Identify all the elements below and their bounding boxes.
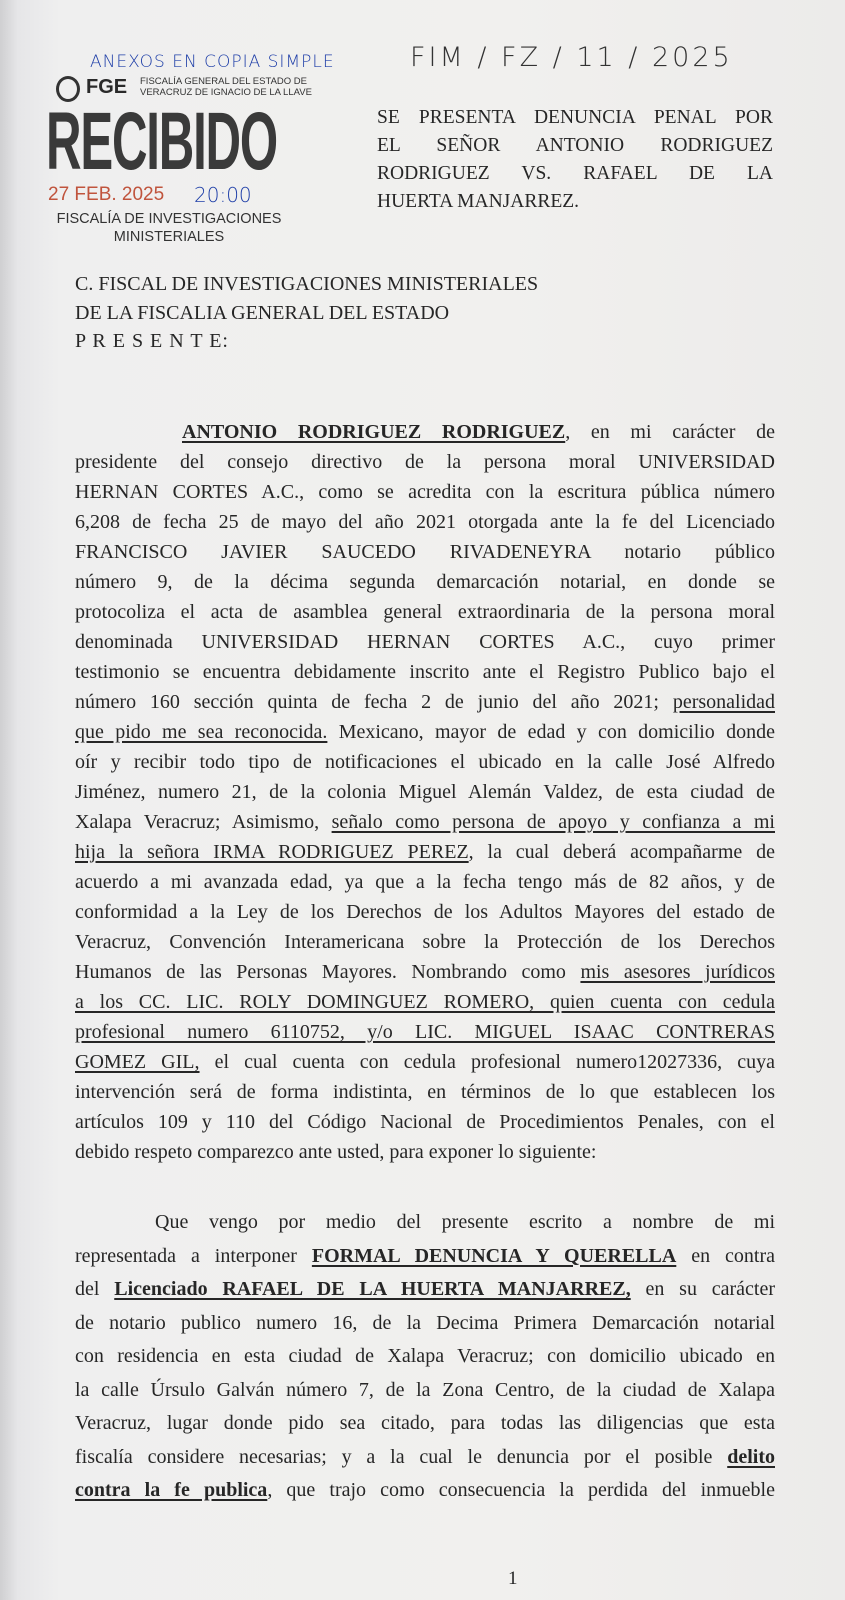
subject-line: EL SEÑOR ANTONIO RODRIGUEZ [377,135,773,156]
text-line [75,687,775,717]
text-segment: fiscalía considere necesarias; y a la cual le denuncia por el posible [75,1445,728,1468]
underlined-text: señalo como persona de apoyo y confianza a mi [331,811,775,833]
underlined-text: a los CC. LIC. ROLY DOMINGUEZ ROMERO, quien cuenta con cedula [75,991,775,1013]
text-segment: oír y recibir todo tipo de notificaciones el ubicado en la calle José Alfredo [75,751,775,773]
handwritten-file-number: FIM / FZ / 11 / 2025 [410,42,733,73]
text-line [75,837,775,867]
text-line [75,1206,775,1240]
text-line [75,537,775,567]
addressee-line: DE LA FISCALIA GENERAL DEL ESTADO [75,301,450,324]
text-line [75,1047,775,1077]
underlined-text: que pido me sea reconocida. [75,721,328,743]
paragraph-complaint [75,1206,775,1508]
stamp-date: 27 FEB. 2025 [48,184,165,205]
text-line [75,897,775,927]
underlined-text: profesional numero 6110752, y/o LIC. MIGUEL ISAAC CONTRERAS [75,1021,775,1043]
text-line [75,1137,775,1167]
text-segment: de notario publico numero 16, de la Decima Primera Demarcación notarial [75,1311,775,1334]
text-segment: , la cual deberá acompañarme de [468,841,775,863]
agency-line: FISCALÍA GENERAL DEL ESTADO DE [140,76,308,87]
text-segment: con residencia en esta ciudad de Xalapa Veracruz; con domicilio ubicado en [75,1345,775,1367]
text-line [75,477,775,507]
underlined-text: FORMAL DENUNCIA Y QUERELLA [311,1244,677,1267]
text-line [75,957,775,987]
text-segment: debido respeto comparezco ante usted, para exponer lo siguiente: [75,1141,597,1163]
text-segment: Mexicano, mayor de edad y con domicilio donde [327,721,775,743]
text-segment: protocoliza el acta de asamblea general extraordinaria de la persona moral [75,601,775,623]
text-segment: , que trajo como consecuencia la perdida del inmueble [267,1479,775,1501]
text-segment: del [75,1278,115,1300]
paragraph-introduction [75,417,775,1167]
document-subject [377,104,773,216]
text-segment: representada a interponer [75,1244,312,1267]
text-segment: acuerdo a mi avanzada edad, ya que a la fecha tengo más de 82 años, y de [75,871,775,893]
text-segment: el cual cuenta con cedula profesional numero12027336, cuya [199,1051,775,1073]
text-line [75,1307,775,1341]
text-line [75,807,775,837]
text-line [75,1374,775,1408]
text-segment: , en mi carácter de [565,421,775,443]
text-line [75,627,775,657]
text-line [75,927,775,957]
text-line [75,777,775,807]
text-segment: en contra [676,1244,775,1267]
underlined-text: hija la señora IRMA RODRIGUEZ PEREZ [75,841,469,863]
stamp-time-signature: 20:00 [194,183,252,207]
text-line [75,447,775,477]
text-line [75,1077,775,1107]
text-segment: número 9, de la décima segunda demarcación notarial, en donde se [75,571,775,593]
text-segment: intervención será de forma indistinta, en términos de lo que establecen los [75,1081,775,1103]
text-line [75,1017,775,1047]
underlined-text: contra la fe publica [75,1479,268,1501]
page-number: 1 [508,1568,518,1589]
text-line [75,717,775,747]
stamp-department [44,210,294,246]
text-line [75,567,775,597]
text-line [75,1340,775,1374]
underlined-text: personalidad [672,691,775,713]
text-line [75,867,775,897]
subject-line: SE PRESENTA DENUNCIA PENAL POR [377,107,773,128]
text-line [75,1240,775,1274]
underlined-text: mis asesores jurídicos [580,961,775,983]
text-segment: Xalapa Veracruz; Asimismo, [75,811,332,833]
text-line [75,747,775,777]
text-segment: 6,208 de fecha 25 de mayo del año 2021 otorgada ante la fe del Licenciado [75,511,775,533]
text-segment: Veracruz, lugar donde pido sea citado, para todas las diligencias que esta [75,1412,775,1434]
reception-stamp [44,52,354,252]
addressee-line: C. FISCAL DE INVESTIGACIONES MINISTERIALES [75,273,539,295]
subject-line: HUERTA MANJARREZ. [377,191,580,212]
stamp-received-text: RECIBIDO [46,96,277,187]
addressee-block [75,270,538,356]
text-segment: presidente del consejo directivo de la persona moral UNIVERSIDAD [75,451,775,473]
handwritten-annex-note: ANEXOS EN COPIA SIMPLE [90,52,335,72]
text-segment: Jiménez, numero 21, de la colonia Miguel Alemán Valdez, de esta ciudad de [75,781,775,803]
dept-line: FISCALÍA DE INVESTIGACIONES [56,211,282,227]
agency-line: VERACRUZ DE IGNACIO DE LA LLAVE [140,87,312,98]
text-line [75,657,775,687]
text-line [75,1441,775,1475]
text-segment: FRANCISCO JAVIER SAUCEDO RIVADENEYRA notario público [75,541,775,563]
text-segment: denominada UNIVERSIDAD HERNAN CORTES A.C., cuyo primer [75,631,775,653]
underlined-text: GOMEZ GIL, [75,1051,200,1073]
agency-logo-text: FGE [86,76,128,98]
text-segment: testimonio se encuentra debidamente inscrito ante el Registro Publico bajo el [75,661,775,683]
addressee-line: P R E S E N T E: [75,330,229,352]
text-line [75,417,775,447]
text-segment: en su carácter [630,1278,776,1300]
underlined-text: ANTONIO RODRIGUEZ RODRIGUEZ [182,421,566,443]
agency-name [140,76,312,98]
text-segment: conformidad a la Ley de los Derechos de los Adultos Mayores del estado de [75,901,775,923]
text-segment: número 160 sección quinta de fecha 2 de junio del año 2021; [75,691,673,713]
text-segment: Humanos de las Personas Mayores. Nombrando como [75,961,581,983]
text-line [75,1273,775,1307]
text-segment: Veracruz, Convención Interamericana sobre la Protección de los Derechos [75,931,775,953]
subject-line: RODRIGUEZ VS. RAFAEL DE LA [377,163,773,184]
text-segment: HERNAN CORTES A.C., como se acredita con la escritura pública número [75,481,775,503]
text-segment: la calle Úrsulo Galván número 7, de la Zona Centro, de la ciudad de Xalapa [75,1378,775,1401]
dept-line: MINISTERIALES [113,229,225,245]
underlined-text: Licenciado RAFAEL DE LA HUERTA MANJARREZ, [114,1278,631,1300]
underlined-text: delito [727,1445,775,1468]
text-segment: Que vengo por medio del presente escrito a nombre de mi [155,1211,775,1233]
text-line [75,1474,775,1508]
text-line [75,1407,775,1441]
text-segment: artículos 109 y 110 del Código Nacional de Procedimientos Penales, con el [75,1111,775,1133]
text-line [75,1107,775,1137]
text-line [75,987,775,1017]
text-line [75,507,775,537]
text-line [75,597,775,627]
